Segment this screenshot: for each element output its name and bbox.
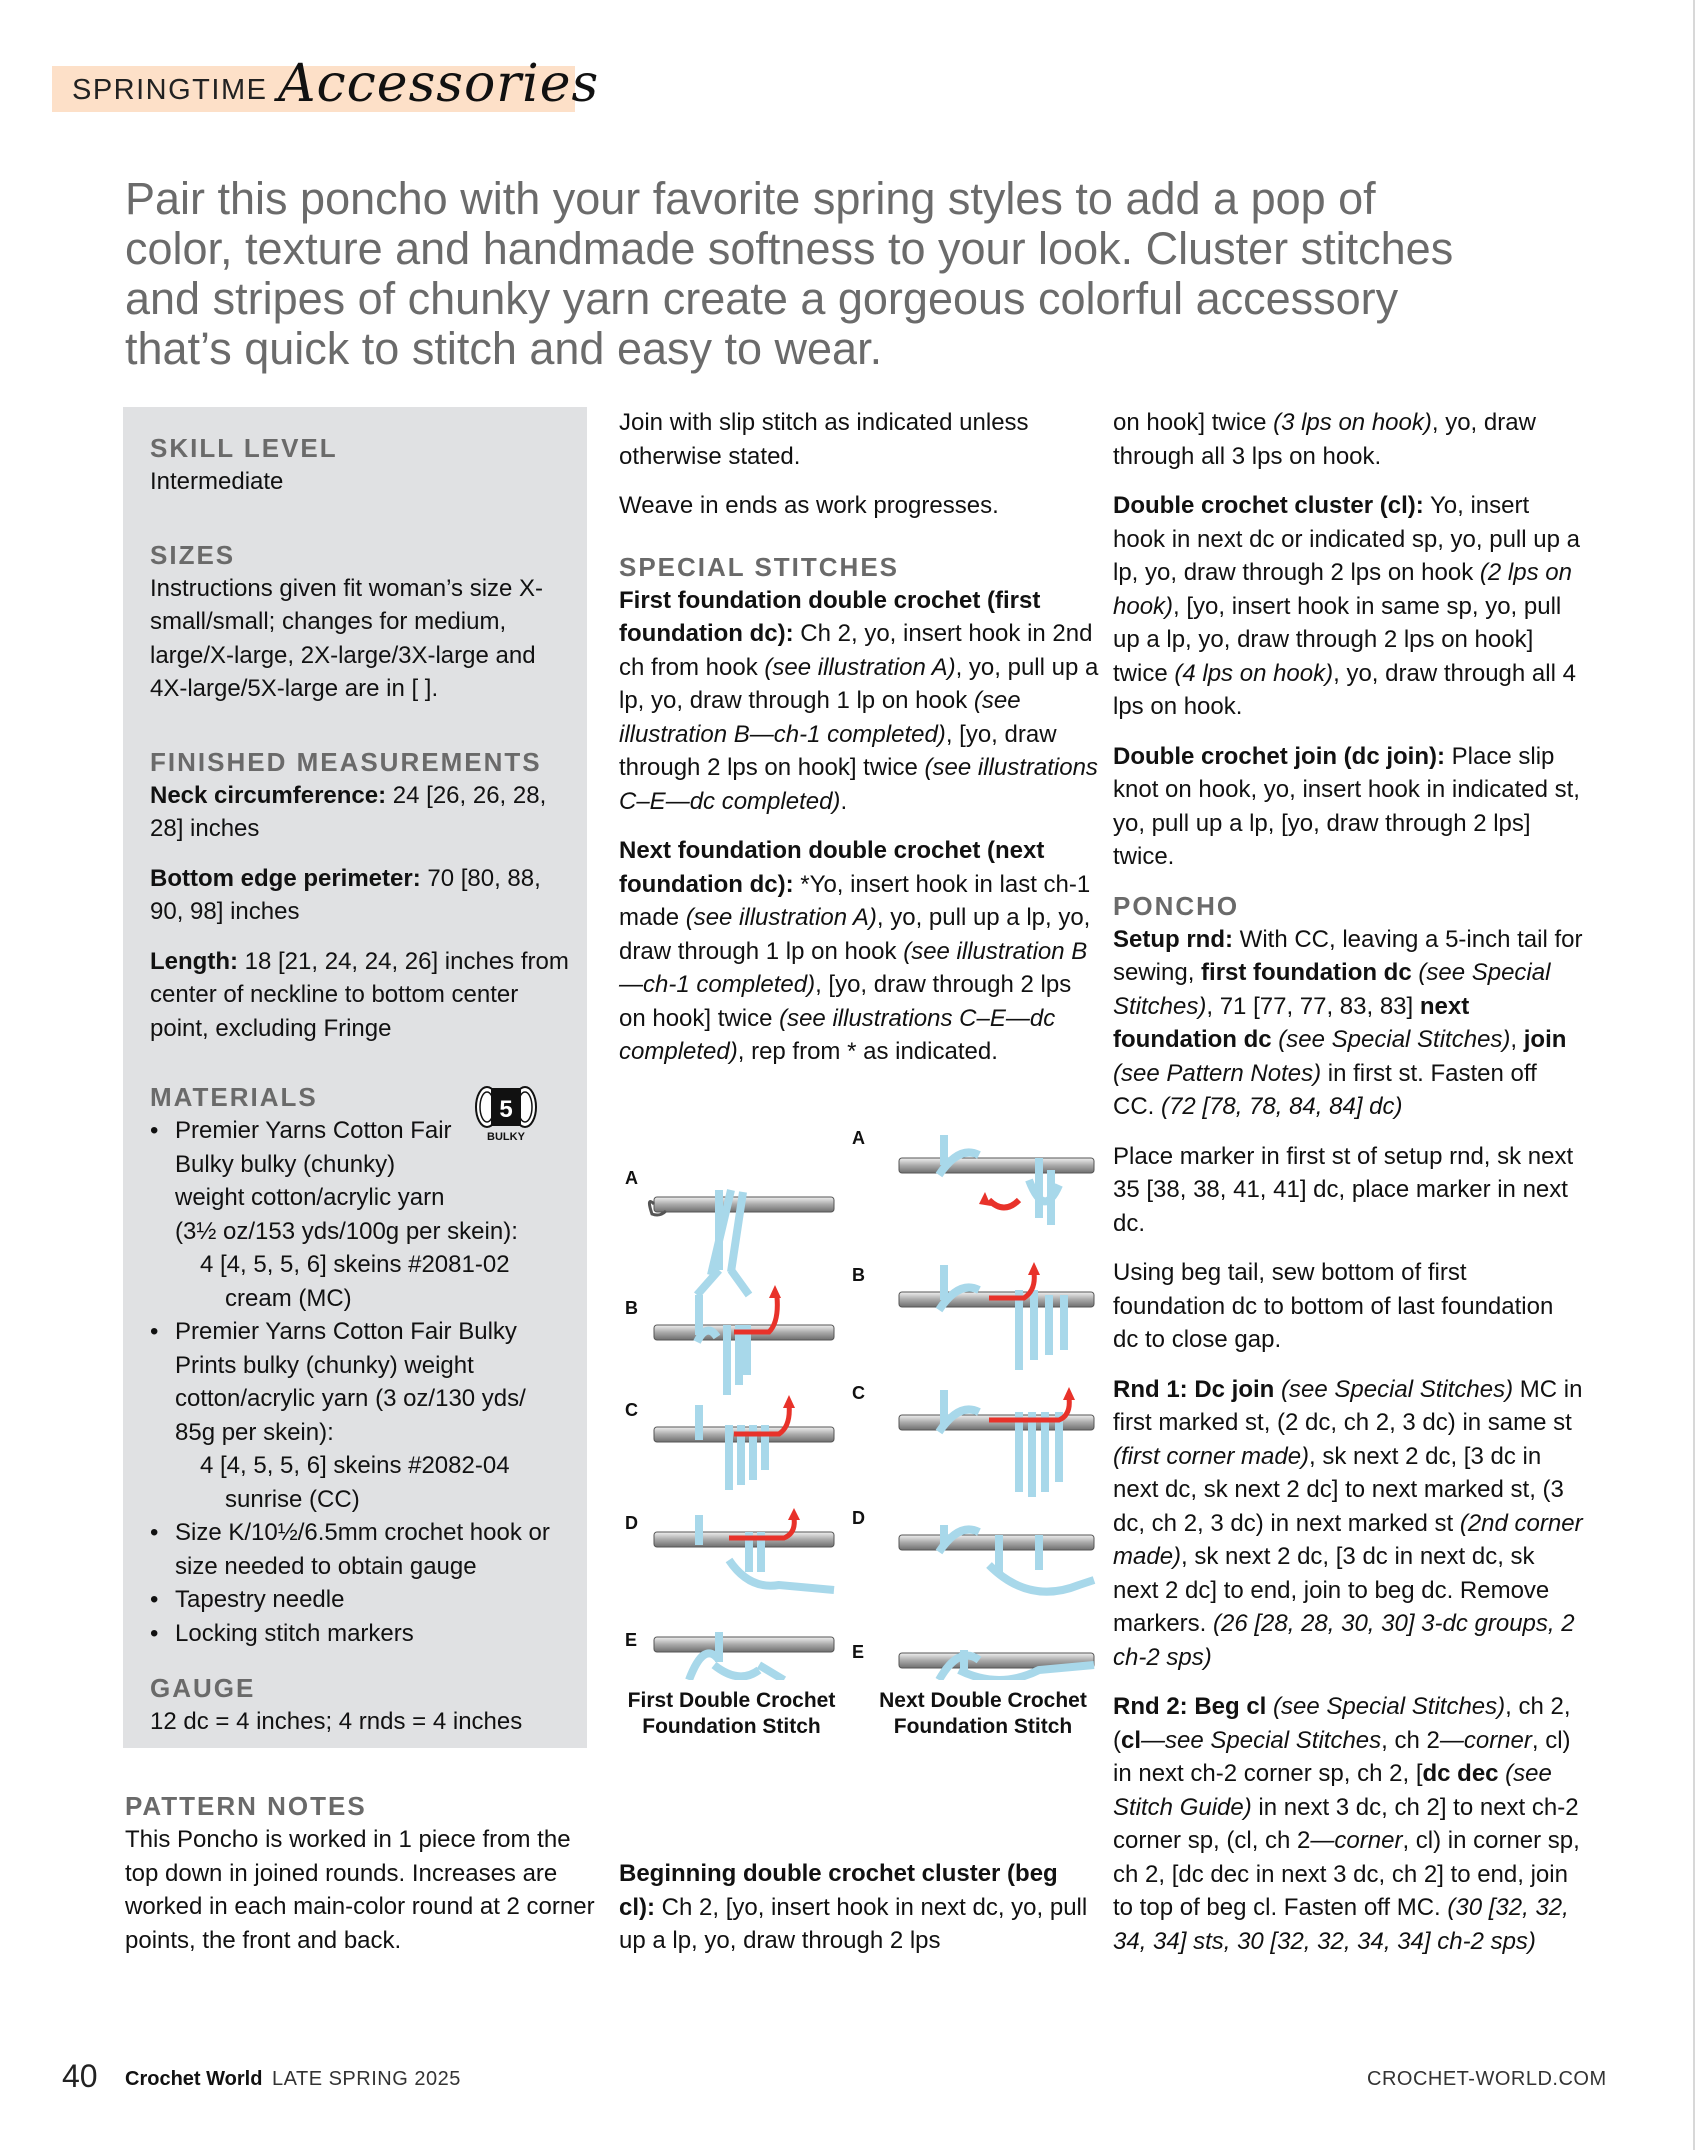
sizes-section [150, 539, 570, 706]
illus-label-right-d: D [852, 1508, 865, 1528]
beg-cl-stitch: Beginning double crochet cluster (beg cl): Ch 2, [yo, insert hook in next dc, yo, pull up a lp, yo, draw through 2 lps [619, 1860, 1088, 1954]
issue-label: LATE SPRING 2025 [272, 2068, 461, 2090]
material-item: • Premier Yarns Cotton Fair Bulky Prints bulky (chunky) weight cotton/acrylic yarn (3 oz/130 yds/ 85g per skein): 4 [4, 5, 5, 6] skeins #2082-04 sunrise (CC) [150, 1315, 570, 1516]
foundation-stitch-illustration [619, 1120, 1099, 1760]
pattern-notes-text: This Poncho is worked in 1 piece from the top down in joined rounds. Increases are worked in each main-color round at 2 corner points, the front and back. [125, 1826, 595, 1954]
setup-round: Setup rnd: With CC, leaving a 5-inch tail for sewing, first foundation dc (see Special Stitches), 71 [77, 77, 83, 83] next foundation dc (see Special Stitches), join (see Pattern Notes) in first st. Fasten off CC. (72 [78, 78, 84, 84] dc) [1113, 925, 1583, 1120]
gauge-heading: GAUGE [150, 1673, 256, 1703]
intro-paragraph: Pair this poncho with your favorite spring styles to add a pop of color, texture and handmade softness to your look. Cluster stitches and stripes of chunky yarn create a gorgeous colorful accessory that’s quick to stitch and easy to wear. [125, 173, 1454, 374]
gauge-section [150, 1672, 570, 1739]
middle-column [619, 406, 1099, 1085]
first-foundation-dc-stitch: First foundation double crochet (first foundation dc): Ch 2, yo, insert hook in 2nd ch from hook (see illustration A), yo, pull up a lp, yo, draw through 1 lp on hook (see illustration B—ch-1 completed), [yo, draw through 2 lps on hook] twice (see illustrations C–E—dc completed). [619, 586, 1099, 815]
measurements-section [150, 746, 570, 1046]
hook-diagram-right-e [899, 1650, 1094, 1680]
gauge-text: 12 dc = 4 inches; 4 rnds = 4 inches [150, 1708, 523, 1735]
material-item: • Tapestry needle [150, 1583, 570, 1617]
hook-diagram-right-c [899, 1387, 1094, 1497]
measurement-neck: Neck circumference: 24 [26, 26, 28, 28] inches [150, 781, 547, 842]
hook-diagram-left-c [654, 1395, 834, 1490]
page-number: 40 [62, 2058, 98, 2094]
cl-stitch: Double crochet cluster (cl): Yo, insert hook in next dc or indicated sp, yo, pull up a lp, yo, draw through 2 lps on hook (2 lps on hook), [yo, insert hook in same sp, yo, pull up a lp, yo, draw through 2 lps on hook] twice (4 lps on hook), yo, draw through all 4 lps on hook. [1113, 492, 1580, 720]
illus-label-left-a: A [625, 1168, 638, 1188]
hook-diagram-left-b [654, 1285, 834, 1395]
material-item: • Locking stitch markers [150, 1617, 570, 1651]
hook-diagram-left-e [654, 1632, 834, 1680]
material-item: • Size K/10½/6.5mm crochet hook or size needed to obtain gauge [150, 1516, 570, 1583]
round-2: Rnd 2: Beg cl (see Special Stitches), ch 2, (cl—see Special Stitches, ch 2—corner, cl) in next ch-2 corner sp, ch 2, [dc dec (see Stitch Guide) in next 3 dc, ch 2] to next ch-2 corner sp, (cl, ch 2—corner, cl) in corner sp, ch 2, [dc dec in next 3 dc, ch 2] to end, join to top of beg cl. Fasten off MC. (30 [32, 32, 34, 34] sts, 30 [32, 32, 34, 34] ch-2 sps) [1113, 1693, 1580, 1955]
hook-diagram-left-d [654, 1508, 834, 1590]
illus-label-left-b: B [625, 1298, 638, 1318]
caption-next-dc: Next Double Crochet Foundation Stitch [879, 1689, 1087, 1738]
materials-list [150, 1114, 570, 1650]
illus-label-left-c: C [625, 1400, 638, 1420]
dc-join-stitch: Double crochet join (dc join): Place slip knot on hook, yo, insert hook in indicated st, yo, pull up a lp, [yo, draw through 2 lps] twice. [1113, 742, 1580, 870]
page-edge [1693, 0, 1695, 2150]
materials-section [150, 1081, 570, 1650]
illus-label-left-d: D [625, 1513, 638, 1533]
measurement-bottom-edge: Bottom edge perimeter: 70 [80, 88, 90, 98] inches [150, 864, 541, 925]
pattern-notes-section [125, 1790, 595, 1957]
illus-label-right-e: E [852, 1642, 865, 1662]
magazine-name: Crochet World [125, 2068, 263, 2090]
weave-note: Weave in ends as work progresses. [619, 492, 999, 519]
caption-first-dc: First Double Crochet Foundation Stitch [627, 1689, 836, 1738]
crochet-hook-diagrams [619, 1120, 1099, 1680]
website-url: CROCHET-WORLD.COM [1367, 2068, 1607, 2090]
sew-instruction: Using beg tail, sew bottom of first foundation dc to bottom of last foundation dc to close gap. [1113, 1259, 1554, 1353]
join-note: Join with slip stitch as indicated unless otherwise stated. [619, 409, 1029, 470]
sizes-heading: SIZES [150, 539, 236, 570]
svg-text:5: 5 [499, 1096, 513, 1123]
hook-diagram-right-d [899, 1525, 1094, 1592]
beg-cl-continued: on hook] twice (3 lps on hook), yo, draw through all 3 lps on hook. [1113, 409, 1536, 470]
measurements-heading: FINISHED MEASUREMENTS [150, 746, 542, 777]
illus-label-right-c: C [852, 1383, 865, 1403]
measurement-length: Length: 18 [21, 24, 24, 26] inches from center of neckline to bottom center point, excluding Fringe [150, 947, 569, 1042]
material-item: • Premier Yarns Cotton Fair Bulky bulky (chunky) weight cotton/acrylic yarn (3½ oz/153 yds/100g per skein): 4 [4, 5, 5, 6] skeins #2081-02 cream (MC) [150, 1114, 570, 1315]
illus-label-right-b: B [852, 1265, 865, 1285]
sizes-text: Instructions given fit woman’s size X-small/small; changes for medium, large/X-large, 2X-large/3X-large and 4X-large/5X-large are in [ ]. [150, 574, 544, 702]
skill-level-heading: SKILL LEVEL [150, 433, 338, 463]
materials-heading: MATERIALS [150, 1082, 318, 1112]
banner-label: SPRINGTIME [72, 74, 268, 106]
skill-level-value: Intermediate [150, 468, 284, 495]
right-column [1113, 406, 1583, 1974]
skill-level-section [150, 432, 570, 499]
hook-diagram-right-b [899, 1262, 1094, 1370]
yarn-weight-bulky-icon [475, 1085, 537, 1143]
special-stitches-heading: SPECIAL STITCHES [619, 551, 900, 582]
svg-text:BULKY: BULKY [487, 1131, 525, 1143]
illus-label-right-a: A [852, 1128, 865, 1148]
pattern-notes-heading: PATTERN NOTES [125, 1791, 367, 1821]
poncho-heading: PONCHO [1113, 890, 1240, 921]
section-banner [52, 54, 600, 114]
round-1: Rnd 1: Dc join (see Special Stitches) MC in first marked st, (2 dc, ch 2, 3 dc) in same st (first corner made), sk next 2 dc, [3 dc in next dc, sk next 2 dc] to next marked st, (3 dc, ch 2, 3 dc) in next marked st (2nd corner made), sk next 2 dc, [3 dc in next dc, sk next 2 dc] to end, join to beg dc. Remove markers. (26 [28, 28, 30, 30] 3-dc groups, 2 ch-2 sps) [1113, 1375, 1583, 1671]
marker-instruction: Place marker in first st of setup rnd, sk next 35 [38, 38, 41, 41] dc, place marker in next dc. [1113, 1142, 1574, 1237]
next-foundation-dc-stitch: Next foundation double crochet (next foundation dc): *Yo, insert hook in last ch-1 made (see illustration A), yo, pull up a lp, yo, draw through 1 lp on hook (see illustration B—ch-1 completed), [yo, draw through 2 lps on hook] twice (see illustrations C–E—dc completed), rep from * as indicated. [619, 837, 1091, 1065]
hook-diagram-left-a [649, 1190, 834, 1295]
hook-diagram-right-a [899, 1135, 1094, 1225]
illus-label-left-e: E [625, 1630, 638, 1650]
banner-script-title: Accessories [278, 54, 600, 114]
